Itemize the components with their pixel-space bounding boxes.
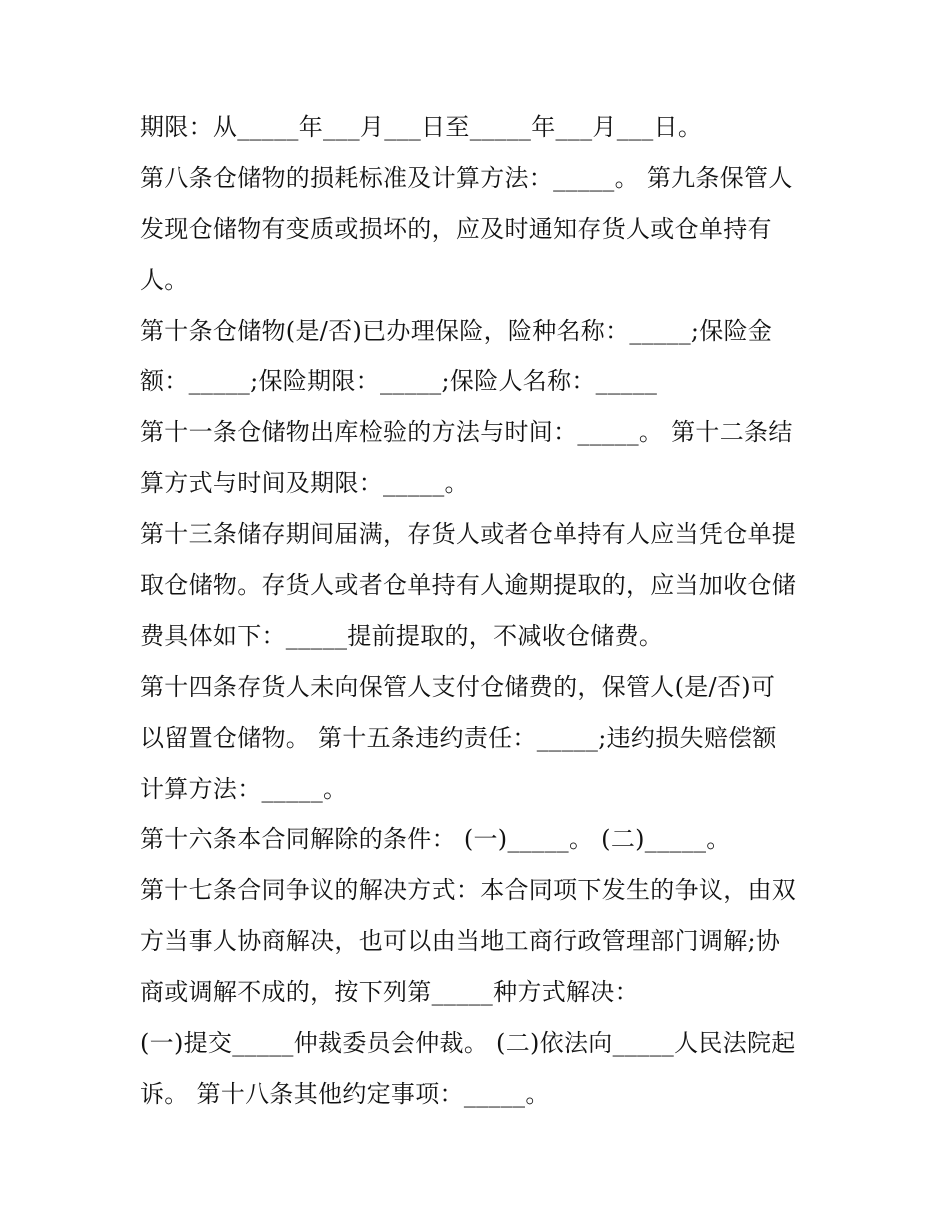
- text-line: 取仓储物。存货人或者仓单持有人逾期提取的，应当加收仓储: [140, 571, 797, 600]
- text-line: 第八条仓储物的损耗标准及计算方法：_____。 第九条保管人: [140, 163, 793, 192]
- text-line: 计算方法：_____。: [140, 774, 348, 803]
- text-line: 方当事人协商解决，也可以由当地工商行政管理部门调解;协: [140, 927, 781, 956]
- document-body: [140, 102, 820, 1120]
- text-line: 第十六条本合同解除的条件： (一)_____。 (二)_____。: [140, 825, 731, 854]
- text-line: 第十七条合同争议的解决方式：本合同项下发生的争议，由双: [140, 876, 797, 905]
- text-line: 第十四条存货人未向保管人支付仓储费的，保管人(是/否)可: [140, 672, 776, 701]
- text-line: 第十一条仓储物出库检验的方法与时间：_____。 第十二条结: [140, 418, 793, 447]
- text-line: (一)提交_____仲裁委员会仲裁。 (二)依法向_____人民法院起: [140, 1029, 796, 1058]
- text-line: 期限：从_____年___月___日至_____年___月___日。: [140, 113, 703, 141]
- text-line: 以留置仓储物。 第十五条违约责任：_____;违约损失赔偿额: [140, 723, 777, 752]
- text-line: 第十三条储存期间届满，存货人或者仓单持有人应当凭仓单提: [140, 520, 797, 549]
- text-line: 额：_____;保险期限：_____;保险人名称：_____: [140, 367, 658, 396]
- text-line: 费具体如下：_____提前提取的，不减收仓储费。: [140, 621, 664, 650]
- text-line: 诉。 第十八条其他约定事项：_____。: [140, 1079, 550, 1108]
- text-line: 发现仓储物有变质或损坏的，应及时通知存货人或仓单持有: [140, 214, 772, 243]
- text-line: 人。: [140, 265, 189, 294]
- text-line: 第十条仓储物(是/否)已办理保险，险种名称：_____;保险金: [140, 316, 773, 345]
- text-line: 算方式与时间及期限：_____。: [140, 469, 469, 498]
- text-line: 商或调解不成的，按下列第_____种方式解决：: [140, 978, 639, 1007]
